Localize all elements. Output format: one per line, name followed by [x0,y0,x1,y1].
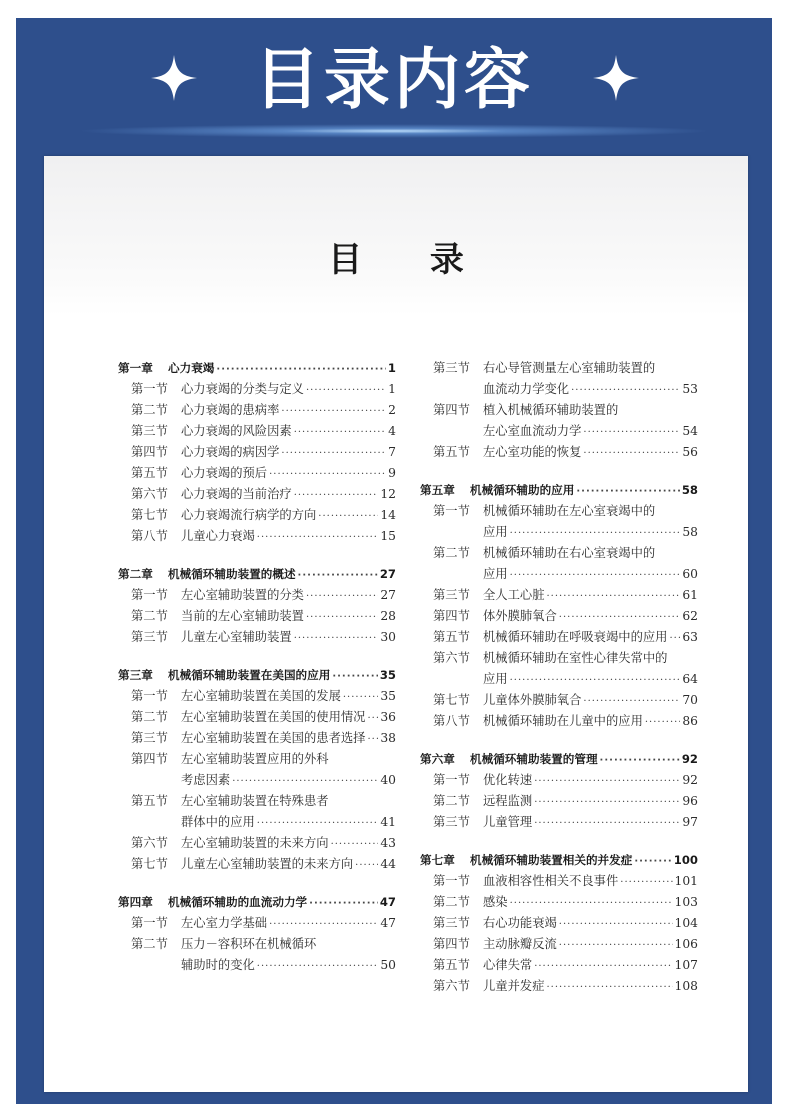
toc-section-label: 第四节 [131,445,168,459]
dot-leader [318,506,378,527]
toc-section-label: 第五节 [131,466,168,480]
toc-section-row[interactable] [420,770,698,791]
toc-entry-title: 机械循环辅助在左心室衰竭中的 [483,504,656,518]
dot-leader [309,893,378,914]
toc-section-label: 第六节 [131,487,168,501]
toc-entry-title: 机械循环辅助装置在美国的应用 [168,668,331,682]
toc-section-row[interactable] [420,690,698,711]
toc-page-number: 28 [380,609,396,623]
toc-entry-title: 心力衰竭的风险因素 [181,424,292,438]
toc-page-number: 44 [380,857,396,871]
toc-entry-title: 机械循环辅助在儿童中的应用 [483,714,643,728]
toc-section-row[interactable] [118,505,396,526]
dot-leader [510,523,681,544]
dot-leader [306,586,378,607]
toc-section-row[interactable] [420,934,698,955]
toc-section-row[interactable] [420,543,698,564]
toc-page-number: 27 [379,567,396,581]
toc-continuation-row[interactable] [420,669,698,690]
toc-entry-title: 机械循环辅助的应用 [470,483,575,497]
dot-leader [331,834,379,855]
toc-entry-title: 辅助时的变化 [181,958,255,972]
toc-section-label: 第一节 [131,916,168,930]
dot-leader [634,851,671,872]
toc-entry-title: 机械循环辅助装置的概述 [168,567,296,581]
toc-entry-title: 感染 [483,895,508,909]
dot-leader [534,813,680,834]
toc-page-number: 107 [674,958,698,972]
dot-leader [645,712,680,733]
banner-title: 目录内容 [254,41,534,118]
toc-entry-title: 儿童左心室辅助装置 [181,630,292,644]
toc-page-number: 35 [379,668,396,682]
toc-page-number: 2 [388,403,396,417]
toc-spacer [420,732,698,749]
toc-spacer [118,547,396,564]
toc-entry-title: 血流动力学变化 [483,382,570,396]
toc-entry-title: 机械循环辅助在室性心律失常中的 [483,651,668,665]
toc-chapter-row[interactable] [420,749,698,770]
toc-entry-title: 应用 [483,567,508,581]
toc-section-label: 第三节 [131,424,168,438]
toc-entry-title: 血液相容性相关不良事件 [483,874,619,888]
dot-leader [269,914,378,935]
toc-spacer [420,833,698,850]
toc-page-number: 103 [674,895,698,909]
toc-entry-title: 左心室辅助装置应用的外科 [181,752,329,766]
toc-page-number: 70 [682,693,698,707]
toc-entry-title: 心律失常 [483,958,533,972]
toc-continuation-row[interactable] [118,812,396,833]
toc-entry-title: 左心室辅助装置在美国的发展 [181,689,341,703]
toc-section-row[interactable] [420,955,698,976]
toc-entry-title: 左心室血流动力学 [483,424,582,438]
toc-section-row[interactable] [420,400,698,421]
dot-leader [534,956,672,977]
toc-section-label: 第四节 [433,609,470,623]
toc-section-row[interactable] [118,913,396,934]
toc-entry-title: 远程监测 [483,794,533,808]
toc-section-label: 第八节 [433,714,470,728]
toc-section-label: 第五节 [131,794,168,808]
toc-section-label: 第一节 [131,382,168,396]
toc-left-column [118,358,396,976]
dot-leader [559,935,673,956]
dot-leader [216,359,386,380]
toc-entry-title: 心力衰竭的当前治疗 [181,487,292,501]
dot-leader [571,380,680,401]
toc-section-row[interactable] [420,913,698,934]
toc-entry-title: 机械循环辅助装置的管理 [470,752,598,766]
toc-entry-title: 机械循环辅助在右心室衰竭中的 [483,546,656,560]
toc-page-number: 63 [682,630,698,644]
toc-section-row[interactable] [118,707,396,728]
toc-section-label: 第五节 [433,445,470,459]
toc-entry-title: 左心室辅助装置的未来方向 [181,836,329,850]
toc-page-number: 47 [379,895,396,909]
dot-leader [332,666,378,687]
toc-page-number: 9 [388,466,396,480]
toc-entry-title: 心力衰竭流行病学的方向 [181,508,317,522]
toc-section-label: 第三节 [131,630,168,644]
dot-leader [306,380,386,401]
toc-spacer [420,463,698,480]
toc-page-number: 54 [682,424,698,438]
toc-page-number: 104 [674,916,698,930]
toc-section-row[interactable] [118,791,396,812]
dot-leader [559,914,673,935]
toc-page-number: 15 [380,529,396,543]
toc-chapter-row[interactable] [118,665,396,686]
toc-entry-title: 儿童心力衰竭 [181,529,255,543]
toc-page-number: 50 [380,958,396,972]
toc-section-label: 第一节 [131,588,168,602]
toc-entry-title: 心力衰竭的分类与定义 [181,382,304,396]
dot-leader [367,729,378,750]
page-title: 目 录 [328,240,492,280]
toc-section-row[interactable] [118,934,396,955]
toc-section-label: 第五节 [433,958,470,972]
toc-entry-title: 机械循环辅助在呼吸衰竭中的应用 [483,630,668,644]
dot-leader [294,628,379,649]
toc-entry-title: 儿童体外膜肺氧合 [483,693,582,707]
toc-page-number: 92 [682,773,698,787]
dot-leader [510,670,681,691]
toc-page-number: 86 [682,714,698,728]
toc-section-label: 第三节 [131,731,168,745]
toc-continuation-row[interactable] [118,955,396,976]
toc-section-row[interactable] [118,833,396,854]
toc-section-label: 第四节 [433,403,470,417]
toc-entry-title: 心力衰竭的患病率 [181,403,280,417]
toc-entry-title: 儿童并发症 [483,979,545,993]
toc-entry-title: 全人工心脏 [483,588,545,602]
toc-section-row[interactable] [420,711,698,732]
toc-section-row[interactable] [118,606,396,627]
toc-section-row[interactable] [420,648,698,669]
toc-page-number: 53 [682,382,698,396]
toc-section-label: 第三节 [433,588,470,602]
toc-section-row[interactable] [420,585,698,606]
toc-page [44,156,748,1092]
toc-section-label: 第二节 [131,403,168,417]
toc-page-number: 1 [387,361,396,375]
toc-chapter-label: 第三章 [118,668,153,682]
toc-section-row[interactable] [118,686,396,707]
toc-page-number: 27 [380,588,396,602]
toc-section-label: 第一节 [433,504,470,518]
dot-leader [583,691,680,712]
toc-entry-title: 左心室力学基础 [181,916,268,930]
toc-chapter-label: 第四章 [118,895,153,909]
dot-leader [534,771,680,792]
toc-entry-title: 左心室辅助装置在美国的使用情况 [181,710,366,724]
dot-leader [294,422,386,443]
toc-section-row[interactable] [118,421,396,442]
dot-leader [343,687,378,708]
toc-section-row[interactable] [118,749,396,770]
dot-leader [510,893,673,914]
toc-chapter-label: 第六章 [420,752,455,766]
toc-continuation-row[interactable] [420,379,698,400]
toc-entry-title: 植入机械循环辅助装置的 [483,403,619,417]
toc-section-label: 第七节 [433,693,470,707]
toc-entry-title: 考虑因素 [181,773,231,787]
four-point-star-icon [592,54,640,102]
toc-section-label: 第四节 [131,752,168,766]
toc-chapter-row[interactable] [420,480,698,501]
toc-section-row[interactable] [420,976,698,997]
toc-section-label: 第二节 [433,794,470,808]
toc-entry-title: 机械循环辅助装置相关的并发症 [470,853,633,867]
dot-leader [294,485,379,506]
dot-leader [510,565,681,586]
toc-chapter-row[interactable] [118,892,396,913]
toc-page-number: 38 [380,731,396,745]
toc-entry-title: 体外膜肺氧合 [483,609,557,623]
dot-leader [547,586,681,607]
toc-section-label: 第二节 [131,710,168,724]
toc-page-number: 92 [681,752,698,766]
toc-section-label: 第二节 [433,895,470,909]
toc-page-number: 35 [380,689,396,703]
toc-page-number: 106 [674,937,698,951]
toc-section-row[interactable] [118,484,396,505]
toc-page-number: 100 [673,853,698,867]
toc-entry-title: 右心导管测量左心室辅助装置的 [483,361,656,375]
toc-entry-title: 压力－容积环在机械循环 [181,937,317,951]
toc-section-label: 第六节 [433,651,470,665]
toc-page-number: 56 [682,445,698,459]
toc-page-number: 14 [380,508,396,522]
toc-section-row[interactable] [420,812,698,833]
toc-entry-title: 机械循环辅助的血流动力学 [168,895,308,909]
toc-page-number: 47 [380,916,396,930]
toc-entry-title: 左心室辅助装置的分类 [181,588,304,602]
toc-section-label: 第七节 [131,857,168,871]
dot-leader [583,422,680,443]
toc-section-row[interactable] [420,892,698,913]
toc-page-number: 1 [388,382,396,396]
toc-section-label: 第三节 [433,361,470,375]
toc-page-number: 36 [380,710,396,724]
toc-section-label: 第一节 [131,689,168,703]
toc-section-row[interactable] [118,585,396,606]
toc-section-label: 第六节 [433,979,470,993]
toc-section-row[interactable] [420,606,698,627]
toc-page-number: 7 [388,445,396,459]
toc-continuation-row[interactable] [420,421,698,442]
dot-leader [269,464,386,485]
toc-chapter-label: 第五章 [420,483,455,497]
dot-leader [547,977,673,998]
toc-spacer [118,875,396,892]
toc-page-number: 41 [380,815,396,829]
toc-section-label: 第三节 [433,916,470,930]
toc-chapter-label: 第七章 [420,853,455,867]
toc-page-number: 4 [388,424,396,438]
banner-glow-divider [76,124,712,138]
toc-entry-title: 左心室功能的恢复 [483,445,582,459]
toc-page-number: 12 [380,487,396,501]
dot-leader [281,401,386,422]
toc-section-row[interactable] [118,463,396,484]
toc-section-row[interactable] [420,627,698,648]
toc-chapter-row[interactable] [420,850,698,871]
dot-leader [559,607,681,628]
toc-entry-title: 儿童左心室辅助装置的未来方向 [181,857,354,871]
toc-section-row[interactable] [420,871,698,892]
toc-page-number: 96 [682,794,698,808]
toc-page-number: 101 [674,874,698,888]
dot-leader [257,813,379,834]
toc-entry-title: 心力衰竭 [168,361,215,375]
toc-chapter-row[interactable] [118,358,396,379]
toc-section-label: 第五节 [433,630,470,644]
toc-chapter-label: 第二章 [118,567,153,581]
toc-section-label: 第二节 [433,546,470,560]
toc-entry-title: 儿童管理 [483,815,533,829]
toc-section-row[interactable] [118,379,396,400]
dot-leader [257,956,379,977]
toc-section-row[interactable] [118,627,396,648]
toc-section-label: 第三节 [433,815,470,829]
toc-entry-title: 当前的左心室辅助装置 [181,609,304,623]
toc-section-row[interactable] [420,791,698,812]
toc-section-label: 第六节 [131,836,168,850]
dot-leader [367,708,378,729]
dot-leader [600,750,680,771]
dot-leader [257,527,379,548]
toc-section-row[interactable] [420,442,698,463]
dot-leader [576,481,680,502]
toc-page-number: 108 [674,979,698,993]
toc-section-label: 第一节 [433,773,470,787]
toc-page-number: 30 [380,630,396,644]
toc-page-number: 58 [682,525,698,539]
toc-spacer [118,648,396,665]
dot-leader [583,443,680,464]
toc-page-number: 97 [682,815,698,829]
toc-page-number: 62 [682,609,698,623]
toc-entry-title: 应用 [483,672,508,686]
toc-section-label: 第七节 [131,508,168,522]
toc-entry-title: 左心室辅助装置在美国的患者选择 [181,731,366,745]
toc-section-label: 第二节 [131,609,168,623]
toc-section-label: 第一节 [433,874,470,888]
dot-leader [620,872,672,893]
dot-leader [669,628,680,649]
toc-entry-title: 优化转速 [483,773,533,787]
toc-section-label: 第八节 [131,529,168,543]
toc-entry-title: 心力衰竭的预后 [181,466,268,480]
dot-leader [298,565,378,586]
dot-leader [232,771,378,792]
toc-right-column [420,358,698,997]
toc-page-number: 60 [682,567,698,581]
toc-continuation-row[interactable] [420,564,698,585]
toc-section-row[interactable] [420,358,698,379]
toc-entry-title: 主动脉瓣反流 [483,937,557,951]
toc-page-number: 40 [380,773,396,787]
toc-entry-title: 左心室辅助装置在特殊患者 [181,794,329,808]
toc-entry-title: 群体中的应用 [181,815,255,829]
toc-section-row[interactable] [118,400,396,421]
toc-chapter-label: 第一章 [118,361,153,375]
dot-leader [534,792,680,813]
toc-section-row[interactable] [118,854,396,875]
toc-page-number: 64 [682,672,698,686]
toc-section-row[interactable] [420,501,698,522]
toc-continuation-row[interactable] [420,522,698,543]
toc-section-label: 第四节 [433,937,470,951]
toc-chapter-row[interactable] [118,564,396,585]
toc-section-row[interactable] [118,442,396,463]
toc-entry-title: 应用 [483,525,508,539]
toc-entry-title: 心力衰竭的病因学 [181,445,280,459]
toc-page-number: 58 [681,483,698,497]
toc-page-number: 43 [380,836,396,850]
toc-section-row[interactable] [118,728,396,749]
toc-entry-title: 右心功能衰竭 [483,916,557,930]
toc-continuation-row[interactable] [118,770,396,791]
dot-leader [281,443,386,464]
dot-leader [306,607,378,628]
toc-section-label: 第二节 [131,937,168,951]
toc-section-row[interactable] [118,526,396,547]
toc-page-number: 61 [682,588,698,602]
dot-leader [355,855,378,876]
